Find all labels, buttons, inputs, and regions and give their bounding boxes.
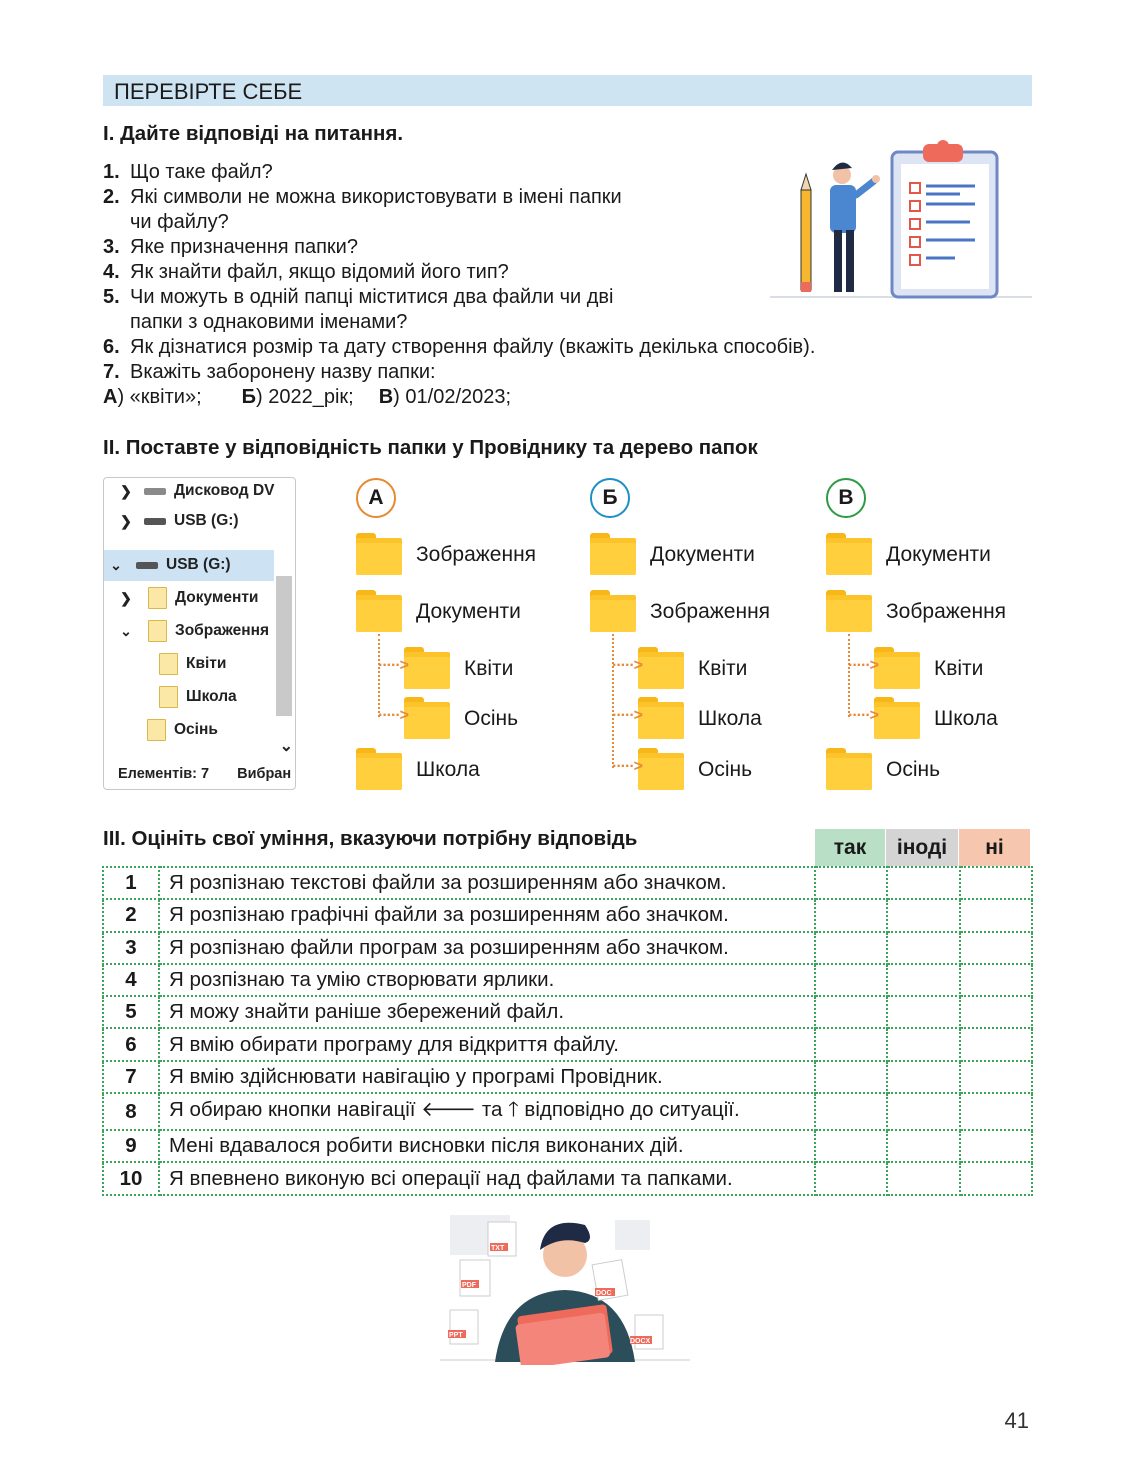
arrow-icon: ·····> bbox=[378, 657, 408, 674]
file-tag: DOC bbox=[596, 1290, 612, 1297]
answer-cell-no[interactable] bbox=[960, 1130, 1032, 1162]
skill-text: Я вмію обирати програму для відкриття файлу. bbox=[159, 1028, 815, 1060]
question-number: 2. bbox=[103, 186, 120, 208]
answer-cell-yes[interactable] bbox=[815, 867, 887, 899]
table-row bbox=[103, 867, 1032, 899]
tree-item-autumn[interactable] bbox=[147, 715, 218, 745]
skill-text: Мені вдавалося робити висновки після виконаних дій. bbox=[159, 1130, 815, 1162]
folder-label: Осінь bbox=[464, 707, 519, 730]
answer-cell-yes[interactable] bbox=[815, 899, 887, 931]
folder-icon bbox=[638, 647, 684, 689]
answer-cell-no[interactable] bbox=[960, 867, 1032, 899]
folder-label: Зображення bbox=[650, 600, 771, 623]
folder-icon bbox=[159, 686, 178, 708]
folder-label: Школа bbox=[698, 707, 762, 730]
table-row bbox=[103, 1061, 1032, 1093]
row-number: 1 bbox=[103, 867, 159, 899]
answer-cell-yes[interactable] bbox=[815, 1130, 887, 1162]
folder-icon bbox=[356, 748, 402, 790]
answer-cell-sometimes[interactable] bbox=[887, 1061, 960, 1093]
question-text: Яке призначення папки? bbox=[130, 236, 358, 258]
tree-label: USB (G:) bbox=[166, 556, 231, 573]
folder-icon bbox=[404, 697, 450, 739]
arrow-icon: ·····> bbox=[612, 758, 642, 775]
folder-icon bbox=[874, 647, 920, 689]
file-tag: PDF bbox=[462, 1282, 476, 1289]
dvd-drive-icon bbox=[144, 488, 166, 495]
chevron-right-icon[interactable]: ❯ bbox=[120, 482, 132, 499]
folder-label: Осінь bbox=[698, 758, 753, 781]
selection-status: Вибран bbox=[237, 766, 292, 782]
answer-cell-no[interactable] bbox=[960, 1028, 1032, 1060]
skill-text: Я розпізнаю текстові файли за розширенням або значком. bbox=[159, 867, 815, 899]
folder-icon bbox=[638, 697, 684, 739]
folder-icon bbox=[404, 647, 450, 689]
tree-connector bbox=[612, 634, 614, 768]
question-number: 1. bbox=[103, 161, 120, 183]
row-number: 7 bbox=[103, 1061, 159, 1093]
tree-item-school[interactable] bbox=[159, 682, 237, 712]
folder-icon bbox=[874, 697, 920, 739]
tree-label: Осінь bbox=[174, 721, 218, 738]
tree-label: Школа bbox=[186, 688, 237, 705]
column-header-sometimes: іноді bbox=[886, 829, 958, 866]
row-number: 3 bbox=[103, 932, 159, 964]
skill-text: Я розпізнаю файли програм за розширенням або значком. bbox=[159, 932, 815, 964]
answer-letter: А bbox=[103, 386, 118, 408]
scrollbar-thumb[interactable] bbox=[276, 576, 292, 716]
answer-text: ) 2022_рік; bbox=[256, 386, 354, 408]
chevron-down-icon[interactable]: ⌄ bbox=[110, 556, 122, 573]
question-item bbox=[103, 235, 815, 260]
folder-icon bbox=[826, 590, 872, 632]
folder-label: Зображення bbox=[416, 543, 537, 566]
item-count: Елементів: 7 bbox=[118, 766, 210, 782]
tree-item-usb-2[interactable] bbox=[108, 550, 231, 580]
tree-item-images[interactable] bbox=[118, 616, 269, 646]
answer-cell-sometimes[interactable] bbox=[887, 867, 960, 899]
tree-label: Документи bbox=[175, 589, 259, 606]
question-text: Які символи не можна використовувати в імені папки чи файлу? bbox=[130, 186, 622, 233]
section-2-title: II. Поставте у відповідність папки у Провіднику та дерево папок bbox=[103, 436, 758, 459]
explorer-panel[interactable] bbox=[103, 477, 296, 790]
answer-cell-sometimes[interactable] bbox=[887, 1028, 960, 1060]
question-item bbox=[103, 335, 815, 360]
row-number: 5 bbox=[103, 996, 159, 1028]
scroll-down-icon[interactable]: ⌄ bbox=[279, 738, 293, 755]
folder-label: Документи bbox=[650, 543, 755, 566]
folder-icon bbox=[148, 587, 167, 609]
question-number: 6. bbox=[103, 336, 120, 358]
tree-label: Дисковод DV bbox=[174, 482, 275, 499]
section-3-title: III. Оцініть свої уміння, вказуючи потрібну відповідь bbox=[103, 827, 638, 850]
arrow-icon: ·····> bbox=[378, 707, 408, 724]
tree-label: USB (G:) bbox=[174, 512, 239, 529]
answer-cell-yes[interactable] bbox=[815, 1093, 887, 1130]
answer-cell-no[interactable] bbox=[960, 932, 1032, 964]
folder-icon bbox=[590, 590, 636, 632]
question-item bbox=[103, 360, 815, 385]
question-number: 5. bbox=[103, 286, 120, 308]
question-text: Як дізнатися розмір та дату створення файлу (вкажіть декілька способів). bbox=[130, 336, 816, 358]
section-header: ПЕРЕВІРТЕ СЕБЕ bbox=[103, 75, 1032, 106]
skill-text: Я розпізнаю та умію створювати ярлики. bbox=[159, 964, 815, 996]
option-letter[interactable]: А bbox=[356, 478, 396, 518]
tree-label: Квіти bbox=[186, 655, 227, 672]
tree-label: Зображення bbox=[175, 622, 270, 639]
answer-cell-yes[interactable] bbox=[815, 1162, 887, 1194]
answer-cell-sometimes[interactable] bbox=[887, 1093, 960, 1130]
tree-item-dvd[interactable] bbox=[118, 477, 274, 506]
question-number: 4. bbox=[103, 261, 120, 283]
column-header-no: ні bbox=[959, 829, 1030, 866]
answer-letter: В bbox=[378, 386, 394, 408]
questions-list bbox=[103, 160, 815, 410]
question-text: Що таке файл? bbox=[130, 161, 273, 183]
skill-text: Я розпізнаю графічні файли за розширенням або значком. bbox=[159, 899, 815, 931]
folder-label: Осінь bbox=[886, 758, 941, 781]
answer-cell-no[interactable] bbox=[960, 1093, 1032, 1130]
folder-icon bbox=[356, 533, 402, 575]
row-number: 4 bbox=[103, 964, 159, 996]
folder-icon bbox=[148, 620, 167, 642]
answer-cell-sometimes[interactable] bbox=[887, 1130, 960, 1162]
option-letter[interactable]: Б bbox=[590, 478, 630, 518]
tree-item-documents[interactable] bbox=[118, 583, 258, 613]
table-row bbox=[103, 1028, 1032, 1060]
section-1-title: I. Дайте відповіді на питання. bbox=[103, 122, 404, 145]
answer-cell-no[interactable] bbox=[960, 1061, 1032, 1093]
answer-cell-no[interactable] bbox=[960, 964, 1032, 996]
clipboard-illustration bbox=[770, 140, 1032, 300]
tree-item-flowers[interactable] bbox=[159, 649, 226, 679]
option-letter[interactable]: В bbox=[826, 478, 866, 518]
folder-label: Зображення bbox=[886, 600, 1007, 623]
table-row bbox=[103, 964, 1032, 996]
usb-drive-icon bbox=[144, 518, 166, 525]
row-number: 6 bbox=[103, 1028, 159, 1060]
folder-label: Документи bbox=[886, 543, 991, 566]
folder-icon bbox=[638, 748, 684, 790]
row-number: 9 bbox=[103, 1130, 159, 1162]
skill-text: Я впевнено виконую всі операції над файлами та папками. bbox=[159, 1162, 815, 1194]
usb-drive-icon bbox=[136, 562, 158, 569]
page-number: 41 bbox=[1004, 1408, 1029, 1433]
arrow-icon: ·····> bbox=[848, 657, 878, 674]
question-item bbox=[103, 260, 815, 285]
table-row bbox=[103, 1093, 1032, 1130]
folder-icon bbox=[826, 533, 872, 575]
answer-cell-yes[interactable] bbox=[815, 1061, 887, 1093]
tree-connector bbox=[848, 634, 850, 717]
chevron-right-icon[interactable]: ❯ bbox=[120, 589, 132, 606]
answer-cell-sometimes[interactable] bbox=[887, 932, 960, 964]
answer-cell-yes[interactable] bbox=[815, 932, 887, 964]
answer-letter: Б bbox=[241, 386, 256, 408]
skill-text: Я вмію здійснювати навігацію у програмі Провідник. bbox=[159, 1061, 815, 1093]
answer-cell-yes[interactable] bbox=[815, 1028, 887, 1060]
question-text: Як знайти файл, якщо відомий його тип? bbox=[130, 261, 509, 283]
folder-label: Квіти bbox=[698, 657, 748, 680]
answer-text: ) 01/02/2023; bbox=[393, 386, 512, 408]
table-row bbox=[103, 932, 1032, 964]
column-header-yes: так bbox=[815, 829, 885, 866]
answer-cell-yes[interactable] bbox=[815, 964, 887, 996]
answer-cell-no[interactable] bbox=[960, 1162, 1032, 1194]
answer-cell-sometimes[interactable] bbox=[887, 996, 960, 1028]
question-item bbox=[103, 160, 815, 185]
folder-label: Школа bbox=[416, 758, 480, 781]
row-number: 10 bbox=[103, 1162, 159, 1194]
folder-label: Квіти bbox=[934, 657, 984, 680]
answer-cell-sometimes[interactable] bbox=[887, 1162, 960, 1194]
table-row bbox=[103, 1162, 1032, 1194]
folder-icon bbox=[147, 719, 166, 741]
skills-table bbox=[102, 866, 1033, 1196]
table-row bbox=[103, 1130, 1032, 1162]
file-tag: PPT bbox=[449, 1332, 463, 1339]
skill-text: Я можу знайти раніше збережений файл. bbox=[159, 996, 815, 1028]
folder-icon bbox=[826, 748, 872, 790]
answer-cell-sometimes[interactable] bbox=[887, 964, 960, 996]
arrow-icon: ·····> bbox=[612, 707, 642, 724]
folder-icon bbox=[159, 653, 178, 675]
question-text: Вкажіть заборонену назву папки: bbox=[130, 361, 436, 383]
tree-connector bbox=[378, 634, 380, 717]
answer-cell-yes[interactable] bbox=[815, 996, 887, 1028]
file-tag: DOCX bbox=[630, 1338, 651, 1345]
answer-options bbox=[103, 385, 815, 410]
question-number: 3. bbox=[103, 236, 120, 258]
table-row bbox=[103, 899, 1032, 931]
question-text: Чи можуть в одній папці міститися два файли чи дві папки з однаковими іменами? bbox=[130, 286, 614, 333]
answer-cell-no[interactable] bbox=[960, 899, 1032, 931]
folder-label: Квіти bbox=[464, 657, 514, 680]
folder-label: Документи bbox=[416, 600, 521, 623]
answer-cell-sometimes[interactable] bbox=[887, 899, 960, 931]
row-number: 2 bbox=[103, 899, 159, 931]
skill-text: Я обираю кнопки навігації 🡐 та 🡑 відповідно до ситуації. bbox=[159, 1093, 815, 1130]
row-number: 8 bbox=[103, 1093, 159, 1130]
table-row bbox=[103, 996, 1032, 1028]
chevron-right-icon[interactable]: ❯ bbox=[120, 512, 132, 529]
folder-label: Школа bbox=[934, 707, 998, 730]
question-number: 7. bbox=[103, 361, 120, 383]
file-tag: TXT bbox=[491, 1245, 505, 1252]
status-bar bbox=[118, 766, 291, 782]
folder-icon bbox=[590, 533, 636, 575]
chevron-down-icon[interactable]: ⌄ bbox=[120, 622, 132, 639]
answer-cell-no[interactable] bbox=[960, 996, 1032, 1028]
arrow-icon: ·····> bbox=[848, 707, 878, 724]
question-item bbox=[103, 185, 815, 235]
answer-text: ) «квіти»; bbox=[117, 386, 202, 408]
arrow-icon: ·····> bbox=[612, 657, 642, 674]
student-files-illustration bbox=[440, 1210, 690, 1365]
tree-item-usb-1[interactable] bbox=[118, 506, 239, 536]
question-item bbox=[103, 285, 815, 335]
folder-icon bbox=[356, 590, 402, 632]
